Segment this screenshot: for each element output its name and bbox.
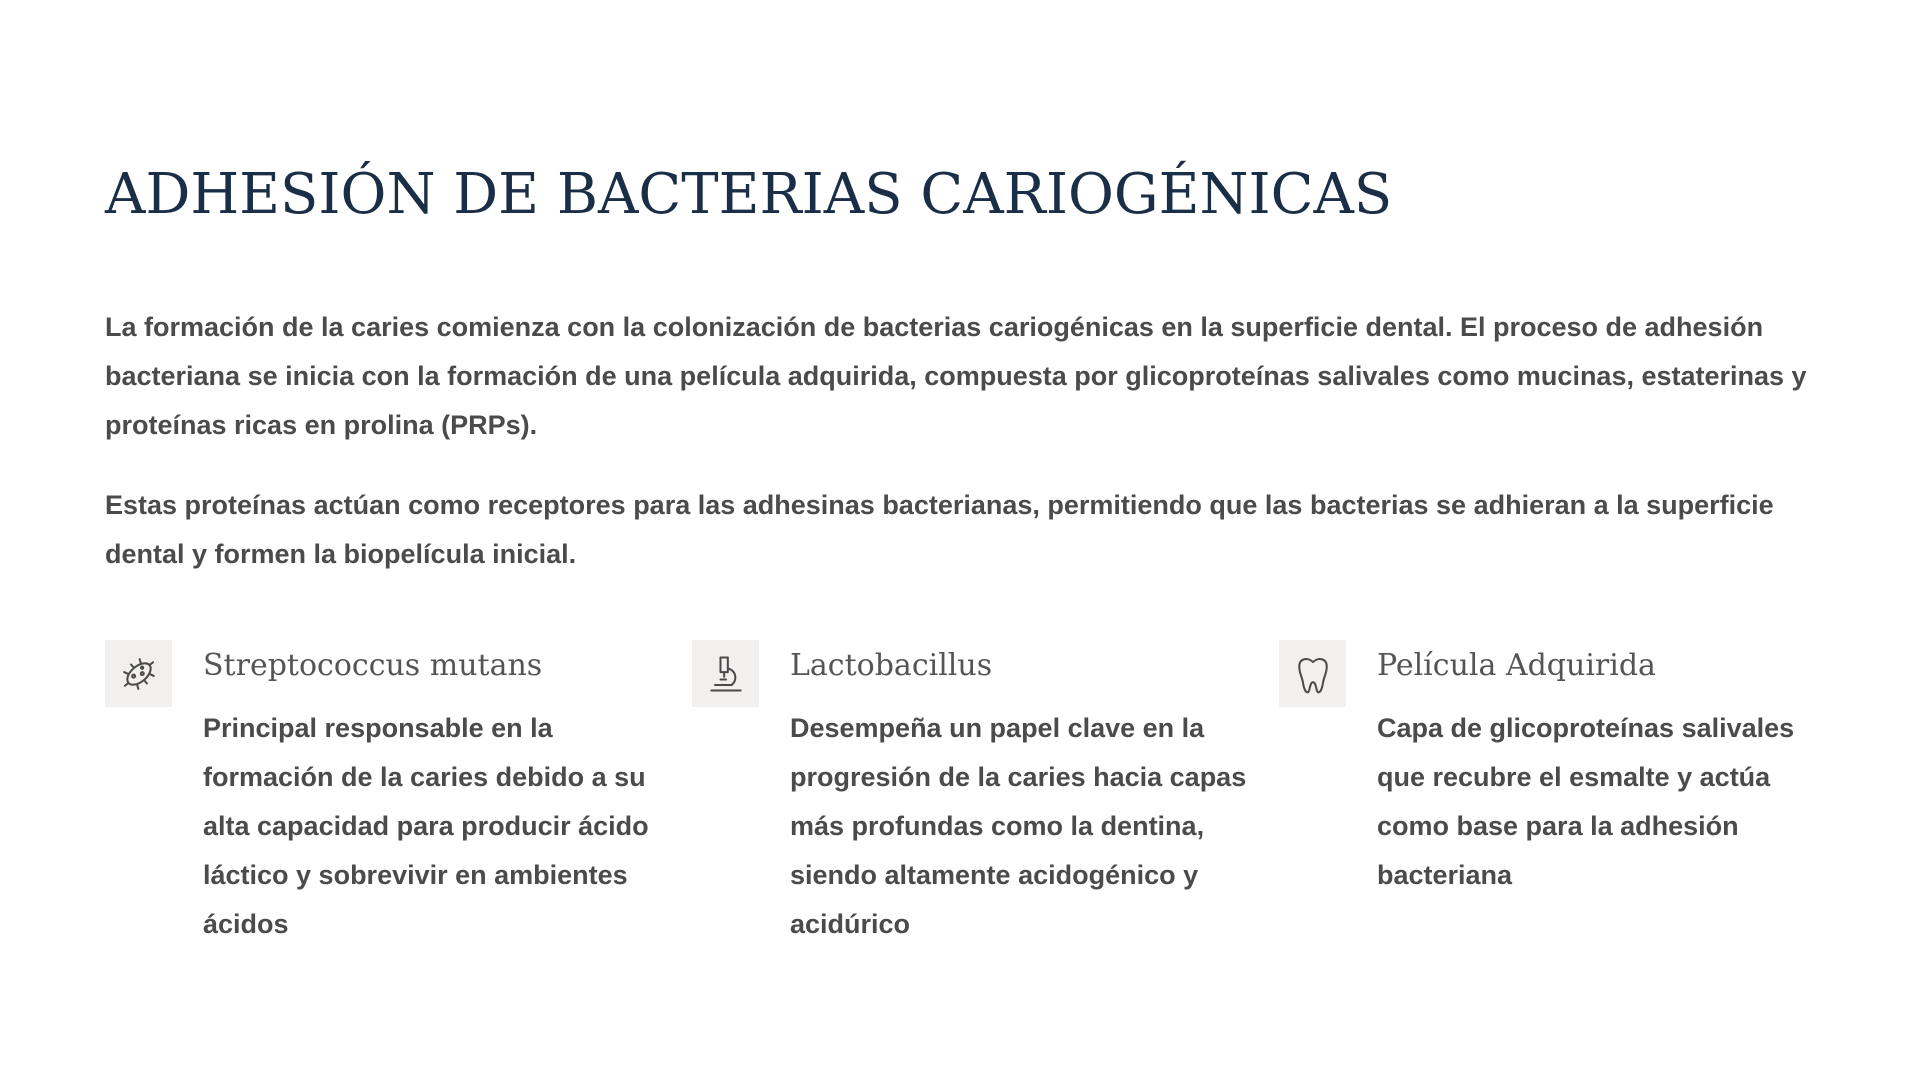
bacteria-icon	[105, 640, 172, 707]
tooth-icon	[1279, 640, 1346, 707]
slide-title: ADHESIÓN DE BACTERIAS CARIOGÉNICAS	[105, 162, 1393, 227]
card-description: Desempeña un papel clave en la progresión de la caries hacia capas más profundas como la dentina, siendo altamente acidogénico y acidúrico	[790, 713, 1247, 939]
card-title: Streptococcus mutans	[203, 648, 543, 683]
card-description: Principal responsable en la formación de la caries debido a su alta capacidad para producir ácido láctico y sobrevivir en ambientes ácidos	[203, 713, 649, 939]
intro-text	[105, 303, 1815, 579]
microscope-icon	[692, 640, 759, 707]
card-text	[203, 638, 673, 949]
card-title: Lactobacillus	[790, 648, 993, 683]
card-title: Película Adquirida	[1377, 648, 1656, 683]
card-text	[1377, 638, 1847, 900]
card-text	[790, 638, 1260, 949]
feature-cards	[105, 638, 1825, 958]
card-description: Capa de glicoproteínas salivales que recubre el esmalte y actúa como base para la adhesión bacteriana	[1377, 713, 1795, 890]
intro-paragraph-1: La formación de la caries comienza con la colonización de bacterias cariogénicas en la superficie dental. El proceso de adhesión bacteriana se inicia con la formación de una película adquirida, compuesta por glicoproteínas salivales como mucinas, estaterinas y proteínas ricas en prolina (PRPs).	[105, 312, 1807, 440]
intro-paragraph-2: Estas proteínas actúan como receptores para las adhesinas bacterianas, permitiendo que las bacterias se adhieran a la superficie dental y formen la biopelícula inicial.	[105, 490, 1774, 569]
